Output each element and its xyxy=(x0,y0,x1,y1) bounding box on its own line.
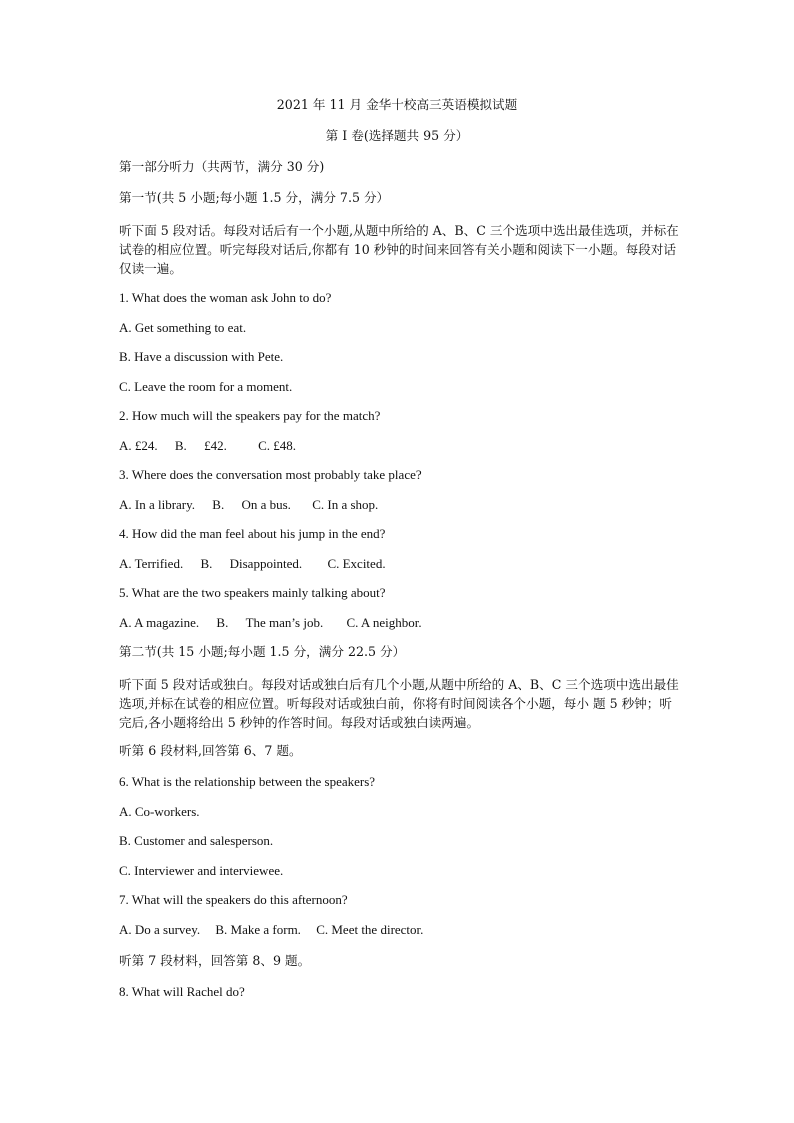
question-3-option-c: C. In a shop. xyxy=(312,497,379,512)
question-5-option-c: C. A neighbor. xyxy=(346,615,422,630)
question-3-option-b-letter: B. xyxy=(212,497,225,512)
question-4-option-b-text: Disappointed. xyxy=(229,556,303,571)
question-4-option-b-letter: B. xyxy=(200,556,213,571)
question-6-option-c: C. Interviewer and interviewee. xyxy=(119,863,284,878)
question-5-option-b-letter: B. xyxy=(216,615,229,630)
part1-heading: 第一部分听力（共两节，满分 30 分) xyxy=(119,159,325,174)
section2-instructions: 听下面 5 段对话或独白。每段对话或独白后有几个小题,从题中所给的 A、B、C 三个选项中选出最佳选项,并标在试卷的相应位置。听每段对话或独白前，你将有时间阅读各个小题，每小 题 5 秒钟；听完后,各小题将给出 5 秒钟的作答时间。每段对话或独白读两遍。 xyxy=(119,677,679,730)
question-3-stem: 3. Where does the conversation most probably take place? xyxy=(119,467,422,482)
question-3-option-b-text: On a bus. xyxy=(241,497,291,512)
group-6-heading: 听第 6 段材料,回答第 6、7 题。 xyxy=(119,743,302,758)
question-4-stem: 4. How did the man feel about his jump in the end? xyxy=(119,526,386,541)
question-2-options xyxy=(119,437,296,455)
question-3-options xyxy=(119,496,378,514)
question-1-option-c: C. Leave the room for a moment. xyxy=(119,379,293,394)
section1-instructions: 听下面 5 段对话。每段对话后有一个小题,从题中所给的 A、B、C 三个选项中选出最佳选项，并标在试卷的相应位置。听完每段对话后,你都有 10 秒钟的时间来回答有关小题和阅读下一小题。每段对话仅读一遍。 xyxy=(119,223,679,276)
question-5-option-a: A. A magazine. xyxy=(119,615,200,630)
question-7-options xyxy=(119,921,423,939)
question-2-option-b-letter: B. xyxy=(174,438,187,453)
question-2-option-c: C. £48. xyxy=(258,438,296,453)
question-6-stem: 6. What is the relationship between the speakers? xyxy=(119,774,376,789)
question-4-option-c: C. Excited. xyxy=(327,556,386,571)
question-5-option-b-text: The man’s job. xyxy=(245,615,324,630)
group-7-heading: 听第 7 段材料，回答第 8、9 题。 xyxy=(119,953,311,968)
section1-heading: 第一节(共 5 小题;每小题 1.5 分，满分 7.5 分） xyxy=(119,190,390,205)
question-8-stem: 8. What will Rachel do? xyxy=(119,984,245,999)
question-1-option-b: B. Have a discussion with Pete. xyxy=(119,349,284,364)
question-5-stem: 5. What are the two speakers mainly talking about? xyxy=(119,585,386,600)
question-1-option-a: A. Get something to eat. xyxy=(119,320,247,335)
question-4-option-a: A. Terrified. xyxy=(119,556,184,571)
question-3-option-a: A. In a library. xyxy=(119,497,196,512)
exam-title: 2021 年 11 月 金华十校高三英语模拟试题 xyxy=(276,97,518,112)
question-6-option-b: B. Customer and salesperson. xyxy=(119,833,274,848)
question-6-option-a: A. Co-workers. xyxy=(119,804,200,819)
question-2-stem: 2. How much will the speakers pay for the match? xyxy=(119,408,381,423)
question-2-option-a: A. £24. xyxy=(119,438,158,453)
section2-heading: 第二节(共 15 小题;每小题 1.5 分，满分 22.5 分） xyxy=(119,644,406,659)
exam-subtitle: 第 I 卷(选择题共 95 分） xyxy=(325,128,469,143)
question-7-option-a: A. Do a survey. xyxy=(119,922,201,937)
question-4-options xyxy=(119,555,386,573)
question-1-stem: 1. What does the woman ask John to do? xyxy=(119,290,332,305)
question-5-options xyxy=(119,614,422,632)
question-7-option-c: C. Meet the director. xyxy=(316,922,424,937)
question-7-stem: 7. What will the speakers do this afternoon? xyxy=(119,892,348,907)
question-7-option-b: B. Make a form. xyxy=(215,922,301,937)
question-2-option-b-text: £42. xyxy=(204,438,227,453)
